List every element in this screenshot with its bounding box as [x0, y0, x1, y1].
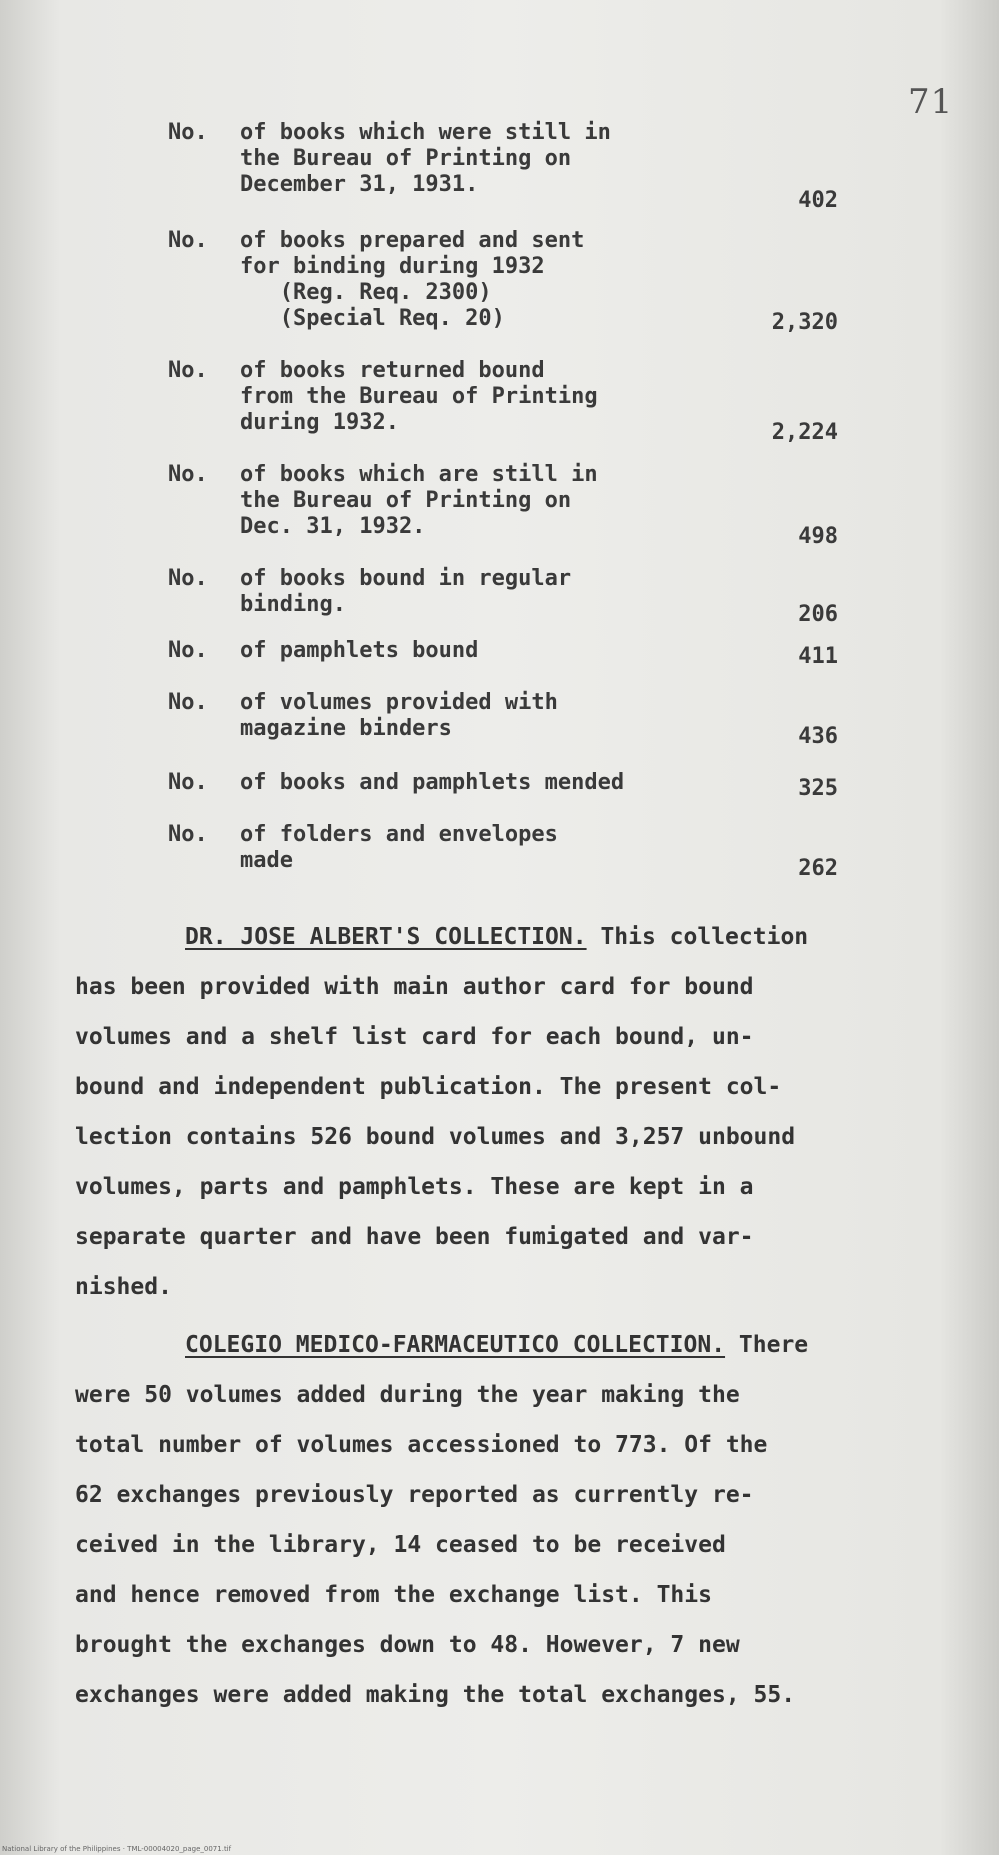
stat-description: of pamphlets bound [240, 638, 479, 663]
stat-description: of books which are still in the Bureau of Printing on Dec. 31, 1932. [240, 462, 598, 539]
paragraph-text: There [738, 1332, 809, 1358]
paragraph-line: volumes, parts and pamphlets. These are kept in a [75, 1174, 754, 1200]
stat-row [168, 358, 848, 448]
colegio-collection-paragraph [75, 1320, 905, 1720]
stat-row [168, 120, 848, 213]
paragraph-line: bound and independent publication. The present col- [75, 1074, 782, 1100]
paragraph-line: exchanges were added making the total exchanges, 55. [75, 1682, 796, 1708]
stat-description: of books prepared and sent for binding during 1932 (Reg. Req. 2300) (Special Req. 20) [240, 228, 585, 331]
stat-row [168, 638, 848, 668]
paragraph-line: total number of volumes accessioned to 773. Of the [75, 1432, 768, 1458]
paragraph-line: ceived in the library, 14 ceased to be received [75, 1532, 726, 1558]
stat-value: 2,320 [771, 310, 838, 335]
paragraph-line [75, 912, 905, 962]
stat-label: No. [168, 462, 208, 487]
paragraph-line: has been provided with main author card for bound [75, 974, 754, 1000]
stat-label: No. [168, 566, 208, 591]
stat-value: 498 [798, 524, 838, 549]
scan-credit: National Library of the Philippines · TML-00004020_page_0071.tif [2, 1845, 232, 1853]
paragraph-line: and hence removed from the exchange list. This [75, 1582, 712, 1608]
stat-row [168, 566, 848, 626]
stat-description: of books which were still in the Bureau of Printing on December 31, 1931. [240, 120, 611, 197]
stat-value: 325 [798, 776, 838, 801]
section-heading: DR. JOSE ALBERT'S COLLECTION. [185, 924, 587, 950]
stat-value: 436 [798, 724, 838, 749]
paragraph-line: 62 exchanges previously reported as currently re- [75, 1482, 754, 1508]
stat-value: 206 [798, 602, 838, 627]
stat-label: No. [168, 120, 208, 145]
page-number: 71 [908, 82, 954, 122]
stat-label: No. [168, 638, 208, 663]
stat-value: 411 [798, 644, 838, 669]
paragraph-line: brought the exchanges down to 48. However, 7 new [75, 1632, 740, 1658]
albert-collection-paragraph [75, 912, 905, 1312]
stat-row [168, 822, 848, 882]
stat-value: 262 [798, 856, 838, 881]
stat-description: of books returned bound from the Bureau of Printing during 1932. [240, 358, 598, 435]
paragraph-line [75, 1320, 905, 1370]
paragraph-line: were 50 volumes added during the year making the [75, 1382, 740, 1408]
stat-description: of books bound in regular binding. [240, 566, 572, 617]
stat-value: 402 [798, 188, 838, 213]
stat-value: 2,224 [771, 420, 838, 445]
stat-description: of books and pamphlets mended [240, 770, 625, 795]
stat-label: No. [168, 358, 208, 383]
stat-description: of volumes provided with magazine binders [240, 690, 558, 741]
stat-label: No. [168, 690, 208, 715]
stat-label: No. [168, 770, 208, 795]
stat-row [168, 228, 848, 338]
stat-label: No. [168, 822, 208, 847]
paragraph-line: lection contains 526 bound volumes and 3,257 unbound [75, 1124, 796, 1150]
stat-label: No. [168, 228, 208, 253]
paragraph-text: This collection [600, 924, 809, 950]
paragraph-line: nished. [75, 1274, 172, 1300]
paragraph-line: separate quarter and have been fumigated and var- [75, 1224, 754, 1250]
paragraph-line: volumes and a shelf list card for each bound, un- [75, 1024, 754, 1050]
stat-row [168, 770, 848, 800]
stat-row [168, 690, 848, 750]
stat-description: of folders and envelopes made [240, 822, 558, 873]
stat-row [168, 462, 848, 552]
section-heading: COLEGIO MEDICO-FARMACEUTICO COLLECTION. [185, 1332, 726, 1358]
